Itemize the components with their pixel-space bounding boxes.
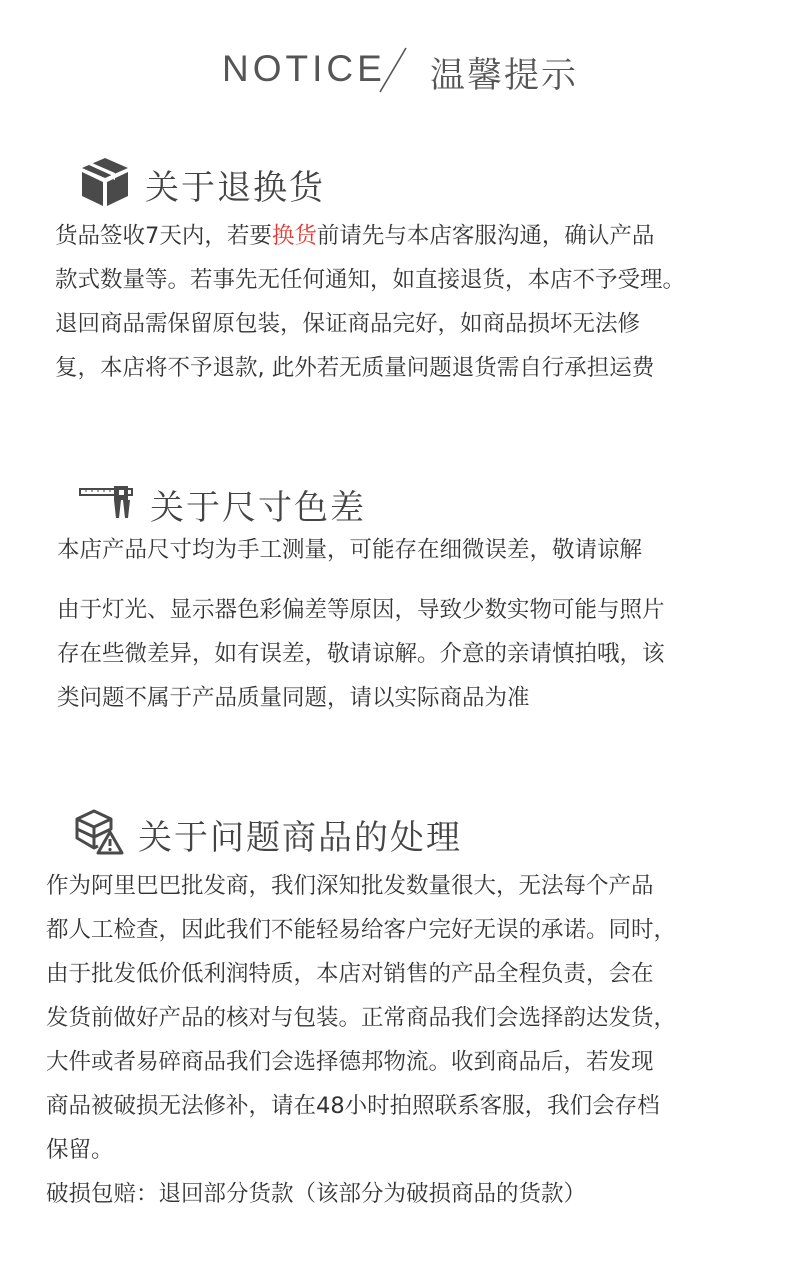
problem-line-1: 作为阿里巴巴批发商，我们深知批发数量很大，无法每个产品 [46,873,654,899]
size-line-1: 本店产品尺寸均为手工测量，可能存在细微误差，敬请谅解 [57,537,643,563]
returns-line-1-pre: 货品签收7天内，若要 [55,223,272,249]
notice-title-en: NOTICE [222,48,386,89]
section-title-returns: 关于退换货 [145,168,325,208]
returns-line-3: 退回商品需保留原包装，保证商品完好，如商品损坏无法修 [55,311,641,337]
returns-line-4: 复，本店将不予退款, 此外若无质量问题退货需自行承担运费 [55,355,655,381]
highlight-exchange: 换货 [271,223,317,249]
problem-line-8: 破损包赔：退回部分货款（该部分为破损商品的货款） [46,1181,587,1207]
box-icon [80,156,130,208]
returns-line-1 [55,214,685,258]
damaged-box-warning-icon [74,808,124,856]
returns-paragraph [55,214,685,390]
slash-divider [376,46,410,94]
size-line-2: 由于灯光、显示器色彩偏差等原因，导致少数实物可能与照片 [57,597,665,623]
section-title-size: 关于尺寸色差 [150,488,366,528]
problem-line-7: 保留。 [46,1137,114,1163]
notice-title-cn: 温馨提示 [430,56,579,96]
problem-line-3: 由于批发低价低利润特质，本店对销售的产品全程负责，会在 [46,961,654,987]
size-line-3: 存在些微差异，如有误差，敬请谅解。介意的亲请慎拍哦，该 [57,641,665,667]
problem-paragraph [46,864,676,1216]
size-paragraph [57,588,665,720]
problem-line-4: 发货前做好产品的核对与包装。正常商品我们会选择韵达发货， [46,1005,677,1031]
section-title-problem: 关于问题商品的处理 [138,818,462,858]
problem-line-6: 商品被破损无法修补，请在48小时拍照联系客服，我们会存档 [46,1093,660,1119]
returns-line-1-post: 前请先与本店客服沟通，确认产品 [316,223,655,249]
returns-line-2: 款式数量等。若事先无任何通知，如直接退货，本店不予受理。 [55,267,686,293]
problem-line-5: 大件或者易碎商品我们会选择德邦物流。收到商品后，若发现 [46,1049,654,1075]
problem-line-2: 都人工检查，因此我们不能轻易给客户完好无误的承诺。同时， [46,917,677,943]
size-line-4: 类问题不属于产品质量同题，请以实际商品为准 [57,685,530,711]
notice-header [0,40,790,100]
caliper-icon [78,484,136,520]
